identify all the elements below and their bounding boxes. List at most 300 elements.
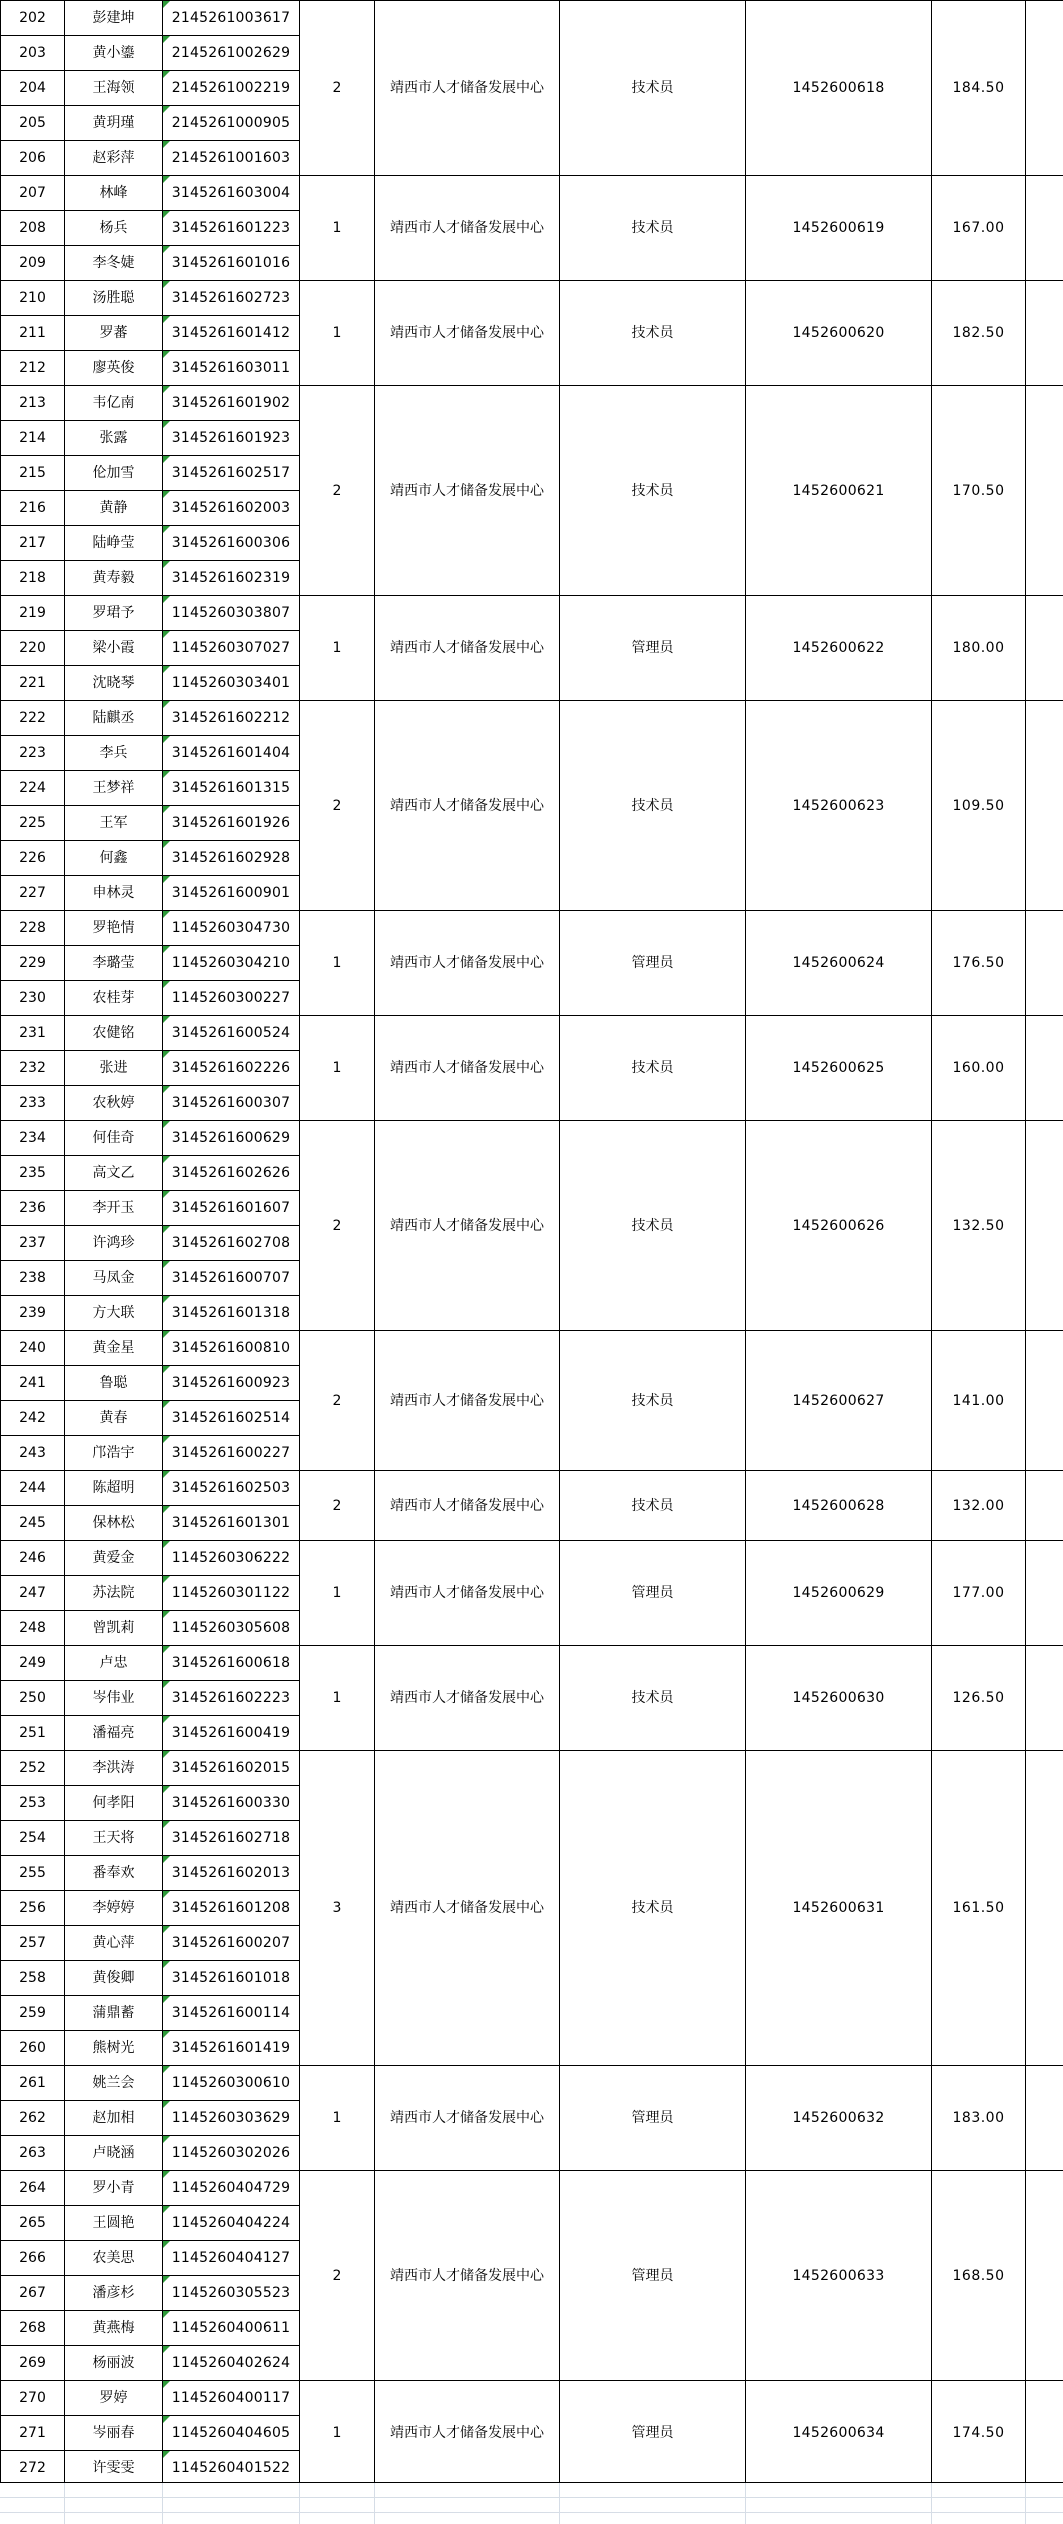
row-number-cell[interactable]: 202 (1, 1, 65, 36)
exam-id-cell[interactable]: 3145261602503 (163, 1471, 300, 1506)
row-number-cell[interactable]: 263 (1, 2136, 65, 2171)
min-score-cell[interactable]: 109.50 (932, 701, 1026, 911)
post-cell[interactable]: 技术员 (560, 1646, 746, 1751)
row-number-cell[interactable]: 266 (1, 2241, 65, 2276)
exam-id-cell[interactable]: 3145261601301 (163, 1506, 300, 1541)
exam-id-cell[interactable]: 3145261602319 (163, 561, 300, 596)
post-cell[interactable]: 技术员 (560, 701, 746, 911)
name-cell[interactable]: 番奉欢 (65, 1856, 163, 1891)
name-cell[interactable]: 杨丽波 (65, 2346, 163, 2381)
exam-id-cell[interactable]: 3145261602015 (163, 1751, 300, 1786)
row-number-cell[interactable]: 237 (1, 1226, 65, 1261)
name-cell[interactable]: 伦加雪 (65, 456, 163, 491)
min-score-cell[interactable]: 167.00 (932, 176, 1026, 281)
quota-cell[interactable]: 2 (300, 1121, 375, 1331)
exam-id-cell[interactable]: 3145261600419 (163, 1716, 300, 1751)
row-number-cell[interactable]: 243 (1, 1436, 65, 1471)
exam-id-cell[interactable]: 3145261602928 (163, 841, 300, 876)
exam-id-cell[interactable]: 1145260302026 (163, 2136, 300, 2171)
row-number-cell[interactable]: 271 (1, 2416, 65, 2451)
name-cell[interactable]: 曾凯莉 (65, 1611, 163, 1646)
name-cell[interactable]: 邝浩宇 (65, 1436, 163, 1471)
empty-cell[interactable] (1026, 911, 1063, 1016)
name-cell[interactable]: 黄俊卿 (65, 1961, 163, 1996)
exam-id-cell[interactable]: 1145260404729 (163, 2171, 300, 2206)
exam-id-cell[interactable]: 3145261600114 (163, 1996, 300, 2031)
name-cell[interactable]: 许雯雯 (65, 2451, 163, 2486)
quota-cell[interactable]: 1 (300, 2066, 375, 2171)
name-cell[interactable]: 黄静 (65, 491, 163, 526)
unit-cell[interactable]: 靖西市人才储备发展中心 (375, 596, 560, 701)
quota-cell[interactable]: 1 (300, 596, 375, 701)
exam-id-cell[interactable]: 3145261600306 (163, 526, 300, 561)
empty-cell[interactable] (1026, 1, 1063, 176)
name-cell[interactable]: 罗珺予 (65, 596, 163, 631)
name-cell[interactable]: 农健铭 (65, 1016, 163, 1051)
name-cell[interactable]: 何鑫 (65, 841, 163, 876)
row-number-cell[interactable]: 212 (1, 351, 65, 386)
min-score-cell[interactable]: 168.50 (932, 2171, 1026, 2381)
exam-id-cell[interactable]: 3145261600207 (163, 1926, 300, 1961)
row-number-cell[interactable]: 272 (1, 2451, 65, 2486)
post-cell[interactable]: 技术员 (560, 1471, 746, 1541)
name-cell[interactable]: 张进 (65, 1051, 163, 1086)
exam-id-cell[interactable]: 3145261601223 (163, 211, 300, 246)
name-cell[interactable]: 王军 (65, 806, 163, 841)
post-code-cell[interactable]: 1452600618 (746, 1, 932, 176)
exam-id-cell[interactable]: 1145260404224 (163, 2206, 300, 2241)
name-cell[interactable]: 卢忠 (65, 1646, 163, 1681)
quota-cell[interactable]: 2 (300, 701, 375, 911)
row-number-cell[interactable]: 234 (1, 1121, 65, 1156)
name-cell[interactable]: 岑丽春 (65, 2416, 163, 2451)
exam-id-cell[interactable]: 1145260303807 (163, 596, 300, 631)
quota-cell[interactable]: 1 (300, 2381, 375, 2486)
name-cell[interactable]: 黄燕梅 (65, 2311, 163, 2346)
unit-cell[interactable]: 靖西市人才储备发展中心 (375, 1471, 560, 1541)
row-number-cell[interactable]: 256 (1, 1891, 65, 1926)
exam-id-cell[interactable]: 3145261602718 (163, 1821, 300, 1856)
row-number-cell[interactable]: 252 (1, 1751, 65, 1786)
min-score-cell[interactable]: 184.50 (932, 1, 1026, 176)
name-cell[interactable]: 苏法院 (65, 1576, 163, 1611)
name-cell[interactable]: 蒲鼎蓄 (65, 1996, 163, 2031)
unit-cell[interactable]: 靖西市人才储备发展中心 (375, 1016, 560, 1121)
exam-id-cell[interactable]: 3145261602226 (163, 1051, 300, 1086)
quota-cell[interactable]: 1 (300, 911, 375, 1016)
post-code-cell[interactable]: 1452600634 (746, 2381, 932, 2486)
min-score-cell[interactable]: 132.50 (932, 1121, 1026, 1331)
row-number-cell[interactable]: 241 (1, 1366, 65, 1401)
row-number-cell[interactable]: 207 (1, 176, 65, 211)
row-number-cell[interactable]: 227 (1, 876, 65, 911)
name-cell[interactable]: 方大联 (65, 1296, 163, 1331)
post-cell[interactable]: 技术员 (560, 1016, 746, 1121)
name-cell[interactable]: 黄寿毅 (65, 561, 163, 596)
quota-cell[interactable]: 3 (300, 1751, 375, 2066)
name-cell[interactable]: 张露 (65, 421, 163, 456)
quota-cell[interactable]: 1 (300, 1016, 375, 1121)
empty-cell[interactable] (1026, 1751, 1063, 2066)
exam-id-cell[interactable]: 3145261603004 (163, 176, 300, 211)
row-number-cell[interactable]: 225 (1, 806, 65, 841)
unit-cell[interactable]: 靖西市人才储备发展中心 (375, 1751, 560, 2066)
row-number-cell[interactable]: 264 (1, 2171, 65, 2206)
row-number-cell[interactable]: 262 (1, 2101, 65, 2136)
post-cell[interactable]: 管理员 (560, 2171, 746, 2381)
name-cell[interactable]: 农桂芽 (65, 981, 163, 1016)
row-number-cell[interactable]: 222 (1, 701, 65, 736)
row-number-cell[interactable]: 269 (1, 2346, 65, 2381)
post-code-cell[interactable]: 1452600627 (746, 1331, 932, 1471)
name-cell[interactable]: 保林松 (65, 1506, 163, 1541)
exam-id-cell[interactable]: 1145260303401 (163, 666, 300, 701)
name-cell[interactable]: 申林灵 (65, 876, 163, 911)
post-cell[interactable]: 技术员 (560, 1331, 746, 1471)
row-number-cell[interactable]: 220 (1, 631, 65, 666)
name-cell[interactable]: 沈晓琴 (65, 666, 163, 701)
row-number-cell[interactable]: 203 (1, 36, 65, 71)
quota-cell[interactable]: 1 (300, 281, 375, 386)
empty-cell[interactable] (1026, 386, 1063, 596)
row-number-cell[interactable]: 235 (1, 1156, 65, 1191)
name-cell[interactable]: 韦亿南 (65, 386, 163, 421)
min-score-cell[interactable]: 161.50 (932, 1751, 1026, 2066)
name-cell[interactable]: 潘福亮 (65, 1716, 163, 1751)
unit-cell[interactable]: 靖西市人才储备发展中心 (375, 1646, 560, 1751)
name-cell[interactable]: 高文乙 (65, 1156, 163, 1191)
post-cell[interactable]: 技术员 (560, 281, 746, 386)
row-number-cell[interactable]: 265 (1, 2206, 65, 2241)
exam-id-cell[interactable]: 1145260306222 (163, 1541, 300, 1576)
empty-cell[interactable] (1026, 701, 1063, 911)
row-number-cell[interactable]: 261 (1, 2066, 65, 2101)
name-cell[interactable]: 李兵 (65, 736, 163, 771)
row-number-cell[interactable]: 231 (1, 1016, 65, 1051)
exam-id-cell[interactable]: 3145261600629 (163, 1121, 300, 1156)
post-code-cell[interactable]: 1452600633 (746, 2171, 932, 2381)
exam-id-cell[interactable]: 3145261601016 (163, 246, 300, 281)
name-cell[interactable]: 黄心萍 (65, 1926, 163, 1961)
post-code-cell[interactable]: 1452600630 (746, 1646, 932, 1751)
post-cell[interactable]: 技术员 (560, 1, 746, 176)
name-cell[interactable]: 黄金星 (65, 1331, 163, 1366)
min-score-cell[interactable]: 182.50 (932, 281, 1026, 386)
post-cell[interactable]: 技术员 (560, 1121, 746, 1331)
exam-id-cell[interactable]: 3145261600330 (163, 1786, 300, 1821)
exam-id-cell[interactable]: 1145260404127 (163, 2241, 300, 2276)
quota-cell[interactable]: 2 (300, 1471, 375, 1541)
name-cell[interactable]: 李冬婕 (65, 246, 163, 281)
name-cell[interactable]: 黄春 (65, 1401, 163, 1436)
row-number-cell[interactable]: 224 (1, 771, 65, 806)
row-number-cell[interactable]: 270 (1, 2381, 65, 2416)
post-code-cell[interactable]: 1452600621 (746, 386, 932, 596)
unit-cell[interactable]: 靖西市人才储备发展中心 (375, 911, 560, 1016)
exam-id-cell[interactable]: 2145261002219 (163, 71, 300, 106)
exam-id-cell[interactable]: 3145261602003 (163, 491, 300, 526)
name-cell[interactable]: 王圆艳 (65, 2206, 163, 2241)
post-code-cell[interactable]: 1452600631 (746, 1751, 932, 2066)
name-cell[interactable]: 农秋婷 (65, 1086, 163, 1121)
row-number-cell[interactable]: 249 (1, 1646, 65, 1681)
row-number-cell[interactable]: 259 (1, 1996, 65, 2031)
name-cell[interactable]: 陆麒丞 (65, 701, 163, 736)
exam-id-cell[interactable]: 3145261602223 (163, 1681, 300, 1716)
exam-id-cell[interactable]: 3145261600901 (163, 876, 300, 911)
row-number-cell[interactable]: 244 (1, 1471, 65, 1506)
post-cell[interactable]: 技术员 (560, 1751, 746, 2066)
exam-id-cell[interactable]: 3145261601412 (163, 316, 300, 351)
exam-id-cell[interactable]: 3145261602517 (163, 456, 300, 491)
row-number-cell[interactable]: 248 (1, 1611, 65, 1646)
row-number-cell[interactable]: 228 (1, 911, 65, 946)
row-number-cell[interactable]: 229 (1, 946, 65, 981)
post-cell[interactable]: 技术员 (560, 386, 746, 596)
exam-id-cell[interactable]: 3145261602013 (163, 1856, 300, 1891)
row-number-cell[interactable]: 218 (1, 561, 65, 596)
row-number-cell[interactable]: 205 (1, 106, 65, 141)
exam-id-cell[interactable]: 1145260301122 (163, 1576, 300, 1611)
exam-id-cell[interactable]: 3145261601318 (163, 1296, 300, 1331)
quota-cell[interactable]: 1 (300, 1646, 375, 1751)
name-cell[interactable]: 马凤金 (65, 1261, 163, 1296)
empty-cell[interactable] (1026, 1331, 1063, 1471)
row-number-cell[interactable]: 258 (1, 1961, 65, 1996)
post-cell[interactable]: 管理员 (560, 1541, 746, 1646)
unit-cell[interactable]: 靖西市人才储备发展中心 (375, 701, 560, 911)
exam-id-cell[interactable]: 3145261600707 (163, 1261, 300, 1296)
empty-cell[interactable] (1026, 1541, 1063, 1646)
name-cell[interactable]: 陈超明 (65, 1471, 163, 1506)
name-cell[interactable]: 罗婷 (65, 2381, 163, 2416)
name-cell[interactable]: 王天将 (65, 1821, 163, 1856)
row-number-cell[interactable]: 268 (1, 2311, 65, 2346)
min-score-cell[interactable]: 160.00 (932, 1016, 1026, 1121)
min-score-cell[interactable]: 132.00 (932, 1471, 1026, 1541)
row-number-cell[interactable]: 267 (1, 2276, 65, 2311)
post-code-cell[interactable]: 1452600619 (746, 176, 932, 281)
post-cell[interactable]: 管理员 (560, 596, 746, 701)
row-number-cell[interactable]: 250 (1, 1681, 65, 1716)
exam-id-cell[interactable]: 1145260303629 (163, 2101, 300, 2136)
exam-id-cell[interactable]: 3145261603011 (163, 351, 300, 386)
name-cell[interactable]: 许鸿珍 (65, 1226, 163, 1261)
exam-id-cell[interactable]: 3145261601419 (163, 2031, 300, 2066)
post-code-cell[interactable]: 1452600620 (746, 281, 932, 386)
exam-id-cell[interactable]: 3145261601404 (163, 736, 300, 771)
exam-id-cell[interactable]: 1145260304730 (163, 911, 300, 946)
name-cell[interactable]: 李璐莹 (65, 946, 163, 981)
row-number-cell[interactable]: 226 (1, 841, 65, 876)
name-cell[interactable]: 潘彦杉 (65, 2276, 163, 2311)
post-cell[interactable]: 管理员 (560, 2066, 746, 2171)
unit-cell[interactable]: 靖西市人才储备发展中心 (375, 2066, 560, 2171)
name-cell[interactable]: 杨兵 (65, 211, 163, 246)
unit-cell[interactable]: 靖西市人才储备发展中心 (375, 1121, 560, 1331)
row-number-cell[interactable]: 209 (1, 246, 65, 281)
row-number-cell[interactable]: 238 (1, 1261, 65, 1296)
exam-id-cell[interactable]: 1145260300610 (163, 2066, 300, 2101)
unit-cell[interactable]: 靖西市人才储备发展中心 (375, 1541, 560, 1646)
empty-cell[interactable] (1026, 2171, 1063, 2381)
name-cell[interactable]: 农美思 (65, 2241, 163, 2276)
exam-id-cell[interactable]: 2145261001603 (163, 141, 300, 176)
row-number-cell[interactable]: 253 (1, 1786, 65, 1821)
quota-cell[interactable]: 1 (300, 176, 375, 281)
exam-id-cell[interactable]: 1145260404605 (163, 2416, 300, 2451)
exam-id-cell[interactable]: 1145260402624 (163, 2346, 300, 2381)
row-number-cell[interactable]: 247 (1, 1576, 65, 1611)
name-cell[interactable]: 李婷婷 (65, 1891, 163, 1926)
row-number-cell[interactable]: 240 (1, 1331, 65, 1366)
name-cell[interactable]: 梁小霞 (65, 631, 163, 666)
unit-cell[interactable]: 靖西市人才储备发展中心 (375, 2171, 560, 2381)
empty-cell[interactable] (1026, 596, 1063, 701)
quota-cell[interactable]: 2 (300, 2171, 375, 2381)
name-cell[interactable]: 王梦祥 (65, 771, 163, 806)
post-code-cell[interactable]: 1452600628 (746, 1471, 932, 1541)
unit-cell[interactable]: 靖西市人才储备发展中心 (375, 2381, 560, 2486)
exam-id-cell[interactable]: 3145261600524 (163, 1016, 300, 1051)
exam-id-cell[interactable]: 2145261000905 (163, 106, 300, 141)
name-cell[interactable]: 彭建坤 (65, 1, 163, 36)
name-cell[interactable]: 何佳奇 (65, 1121, 163, 1156)
name-cell[interactable]: 汤胜聪 (65, 281, 163, 316)
post-code-cell[interactable]: 1452600625 (746, 1016, 932, 1121)
name-cell[interactable]: 林峰 (65, 176, 163, 211)
empty-cell[interactable] (1026, 1121, 1063, 1331)
exam-id-cell[interactable]: 3145261601923 (163, 421, 300, 456)
row-number-cell[interactable]: 246 (1, 1541, 65, 1576)
name-cell[interactable]: 黄爱金 (65, 1541, 163, 1576)
row-number-cell[interactable]: 221 (1, 666, 65, 701)
row-number-cell[interactable]: 232 (1, 1051, 65, 1086)
exam-id-cell[interactable]: 1145260400117 (163, 2381, 300, 2416)
exam-id-cell[interactable]: 3145261600618 (163, 1646, 300, 1681)
empty-cell[interactable] (1026, 2381, 1063, 2486)
row-number-cell[interactable]: 208 (1, 211, 65, 246)
exam-id-cell[interactable]: 3145261602723 (163, 281, 300, 316)
exam-id-cell[interactable]: 1145260401522 (163, 2451, 300, 2486)
row-number-cell[interactable]: 210 (1, 281, 65, 316)
empty-cell[interactable] (1026, 1646, 1063, 1751)
row-number-cell[interactable]: 257 (1, 1926, 65, 1961)
row-number-cell[interactable]: 251 (1, 1716, 65, 1751)
name-cell[interactable]: 黄小鎏 (65, 36, 163, 71)
unit-cell[interactable]: 靖西市人才储备发展中心 (375, 1, 560, 176)
row-number-cell[interactable]: 223 (1, 736, 65, 771)
exam-id-cell[interactable]: 3145261600227 (163, 1436, 300, 1471)
unit-cell[interactable]: 靖西市人才储备发展中心 (375, 386, 560, 596)
exam-id-cell[interactable]: 1145260305608 (163, 1611, 300, 1646)
row-number-cell[interactable]: 204 (1, 71, 65, 106)
post-code-cell[interactable]: 1452600624 (746, 911, 932, 1016)
min-score-cell[interactable]: 180.00 (932, 596, 1026, 701)
row-number-cell[interactable]: 245 (1, 1506, 65, 1541)
row-number-cell[interactable]: 239 (1, 1296, 65, 1331)
exam-id-cell[interactable]: 2145261002629 (163, 36, 300, 71)
row-number-cell[interactable]: 254 (1, 1821, 65, 1856)
exam-id-cell[interactable]: 3145261600307 (163, 1086, 300, 1121)
row-number-cell[interactable]: 260 (1, 2031, 65, 2066)
post-cell[interactable]: 管理员 (560, 2381, 746, 2486)
unit-cell[interactable]: 靖西市人才储备发展中心 (375, 281, 560, 386)
exam-id-cell[interactable]: 1145260305523 (163, 2276, 300, 2311)
unit-cell[interactable]: 靖西市人才储备发展中心 (375, 1331, 560, 1471)
exam-id-cell[interactable]: 3145261601926 (163, 806, 300, 841)
min-score-cell[interactable]: 126.50 (932, 1646, 1026, 1751)
empty-cell[interactable] (1026, 2066, 1063, 2171)
row-number-cell[interactable]: 242 (1, 1401, 65, 1436)
row-number-cell[interactable]: 216 (1, 491, 65, 526)
exam-id-cell[interactable]: 3145261600810 (163, 1331, 300, 1366)
post-code-cell[interactable]: 1452600622 (746, 596, 932, 701)
empty-cell[interactable] (1026, 1471, 1063, 1541)
name-cell[interactable]: 赵加相 (65, 2101, 163, 2136)
row-number-cell[interactable]: 236 (1, 1191, 65, 1226)
exam-id-cell[interactable]: 1145260304210 (163, 946, 300, 981)
exam-id-cell[interactable]: 3145261601208 (163, 1891, 300, 1926)
row-number-cell[interactable]: 206 (1, 141, 65, 176)
post-code-cell[interactable]: 1452600623 (746, 701, 932, 911)
name-cell[interactable]: 罗蕃 (65, 316, 163, 351)
name-cell[interactable]: 廖英俊 (65, 351, 163, 386)
post-cell[interactable]: 管理员 (560, 911, 746, 1016)
exam-id-cell[interactable]: 3145261600923 (163, 1366, 300, 1401)
name-cell[interactable]: 陆峥莹 (65, 526, 163, 561)
exam-id-cell[interactable]: 3145261601315 (163, 771, 300, 806)
row-number-cell[interactable]: 215 (1, 456, 65, 491)
post-code-cell[interactable]: 1452600629 (746, 1541, 932, 1646)
exam-id-cell[interactable]: 2145261003617 (163, 1, 300, 36)
exam-id-cell[interactable]: 3145261601902 (163, 386, 300, 421)
unit-cell[interactable]: 靖西市人才储备发展中心 (375, 176, 560, 281)
name-cell[interactable]: 岑伟业 (65, 1681, 163, 1716)
name-cell[interactable]: 李开玉 (65, 1191, 163, 1226)
name-cell[interactable]: 鲁聪 (65, 1366, 163, 1401)
quota-cell[interactable]: 2 (300, 1, 375, 176)
min-score-cell[interactable]: 183.00 (932, 2066, 1026, 2171)
quota-cell[interactable]: 2 (300, 1331, 375, 1471)
exam-id-cell[interactable]: 3145261602626 (163, 1156, 300, 1191)
min-score-cell[interactable]: 174.50 (932, 2381, 1026, 2486)
name-cell[interactable]: 何孝阳 (65, 1786, 163, 1821)
exam-id-cell[interactable]: 3145261602708 (163, 1226, 300, 1261)
name-cell[interactable]: 卢晓涵 (65, 2136, 163, 2171)
row-number-cell[interactable]: 255 (1, 1856, 65, 1891)
empty-cell[interactable] (1026, 176, 1063, 281)
row-number-cell[interactable]: 217 (1, 526, 65, 561)
exam-id-cell[interactable]: 3145261601018 (163, 1961, 300, 1996)
name-cell[interactable]: 李洪涛 (65, 1751, 163, 1786)
exam-id-cell[interactable]: 1145260307027 (163, 631, 300, 666)
min-score-cell[interactable]: 170.50 (932, 386, 1026, 596)
exam-id-cell[interactable]: 3145261602212 (163, 701, 300, 736)
quota-cell[interactable]: 2 (300, 386, 375, 596)
min-score-cell[interactable]: 141.00 (932, 1331, 1026, 1471)
row-number-cell[interactable]: 230 (1, 981, 65, 1016)
row-number-cell[interactable]: 211 (1, 316, 65, 351)
min-score-cell[interactable]: 177.00 (932, 1541, 1026, 1646)
exam-id-cell[interactable]: 1145260300227 (163, 981, 300, 1016)
name-cell[interactable]: 罗艳情 (65, 911, 163, 946)
name-cell[interactable]: 黄玥瑾 (65, 106, 163, 141)
row-number-cell[interactable]: 233 (1, 1086, 65, 1121)
row-number-cell[interactable]: 219 (1, 596, 65, 631)
exam-id-cell[interactable]: 3145261601607 (163, 1191, 300, 1226)
empty-cell[interactable] (1026, 1016, 1063, 1121)
